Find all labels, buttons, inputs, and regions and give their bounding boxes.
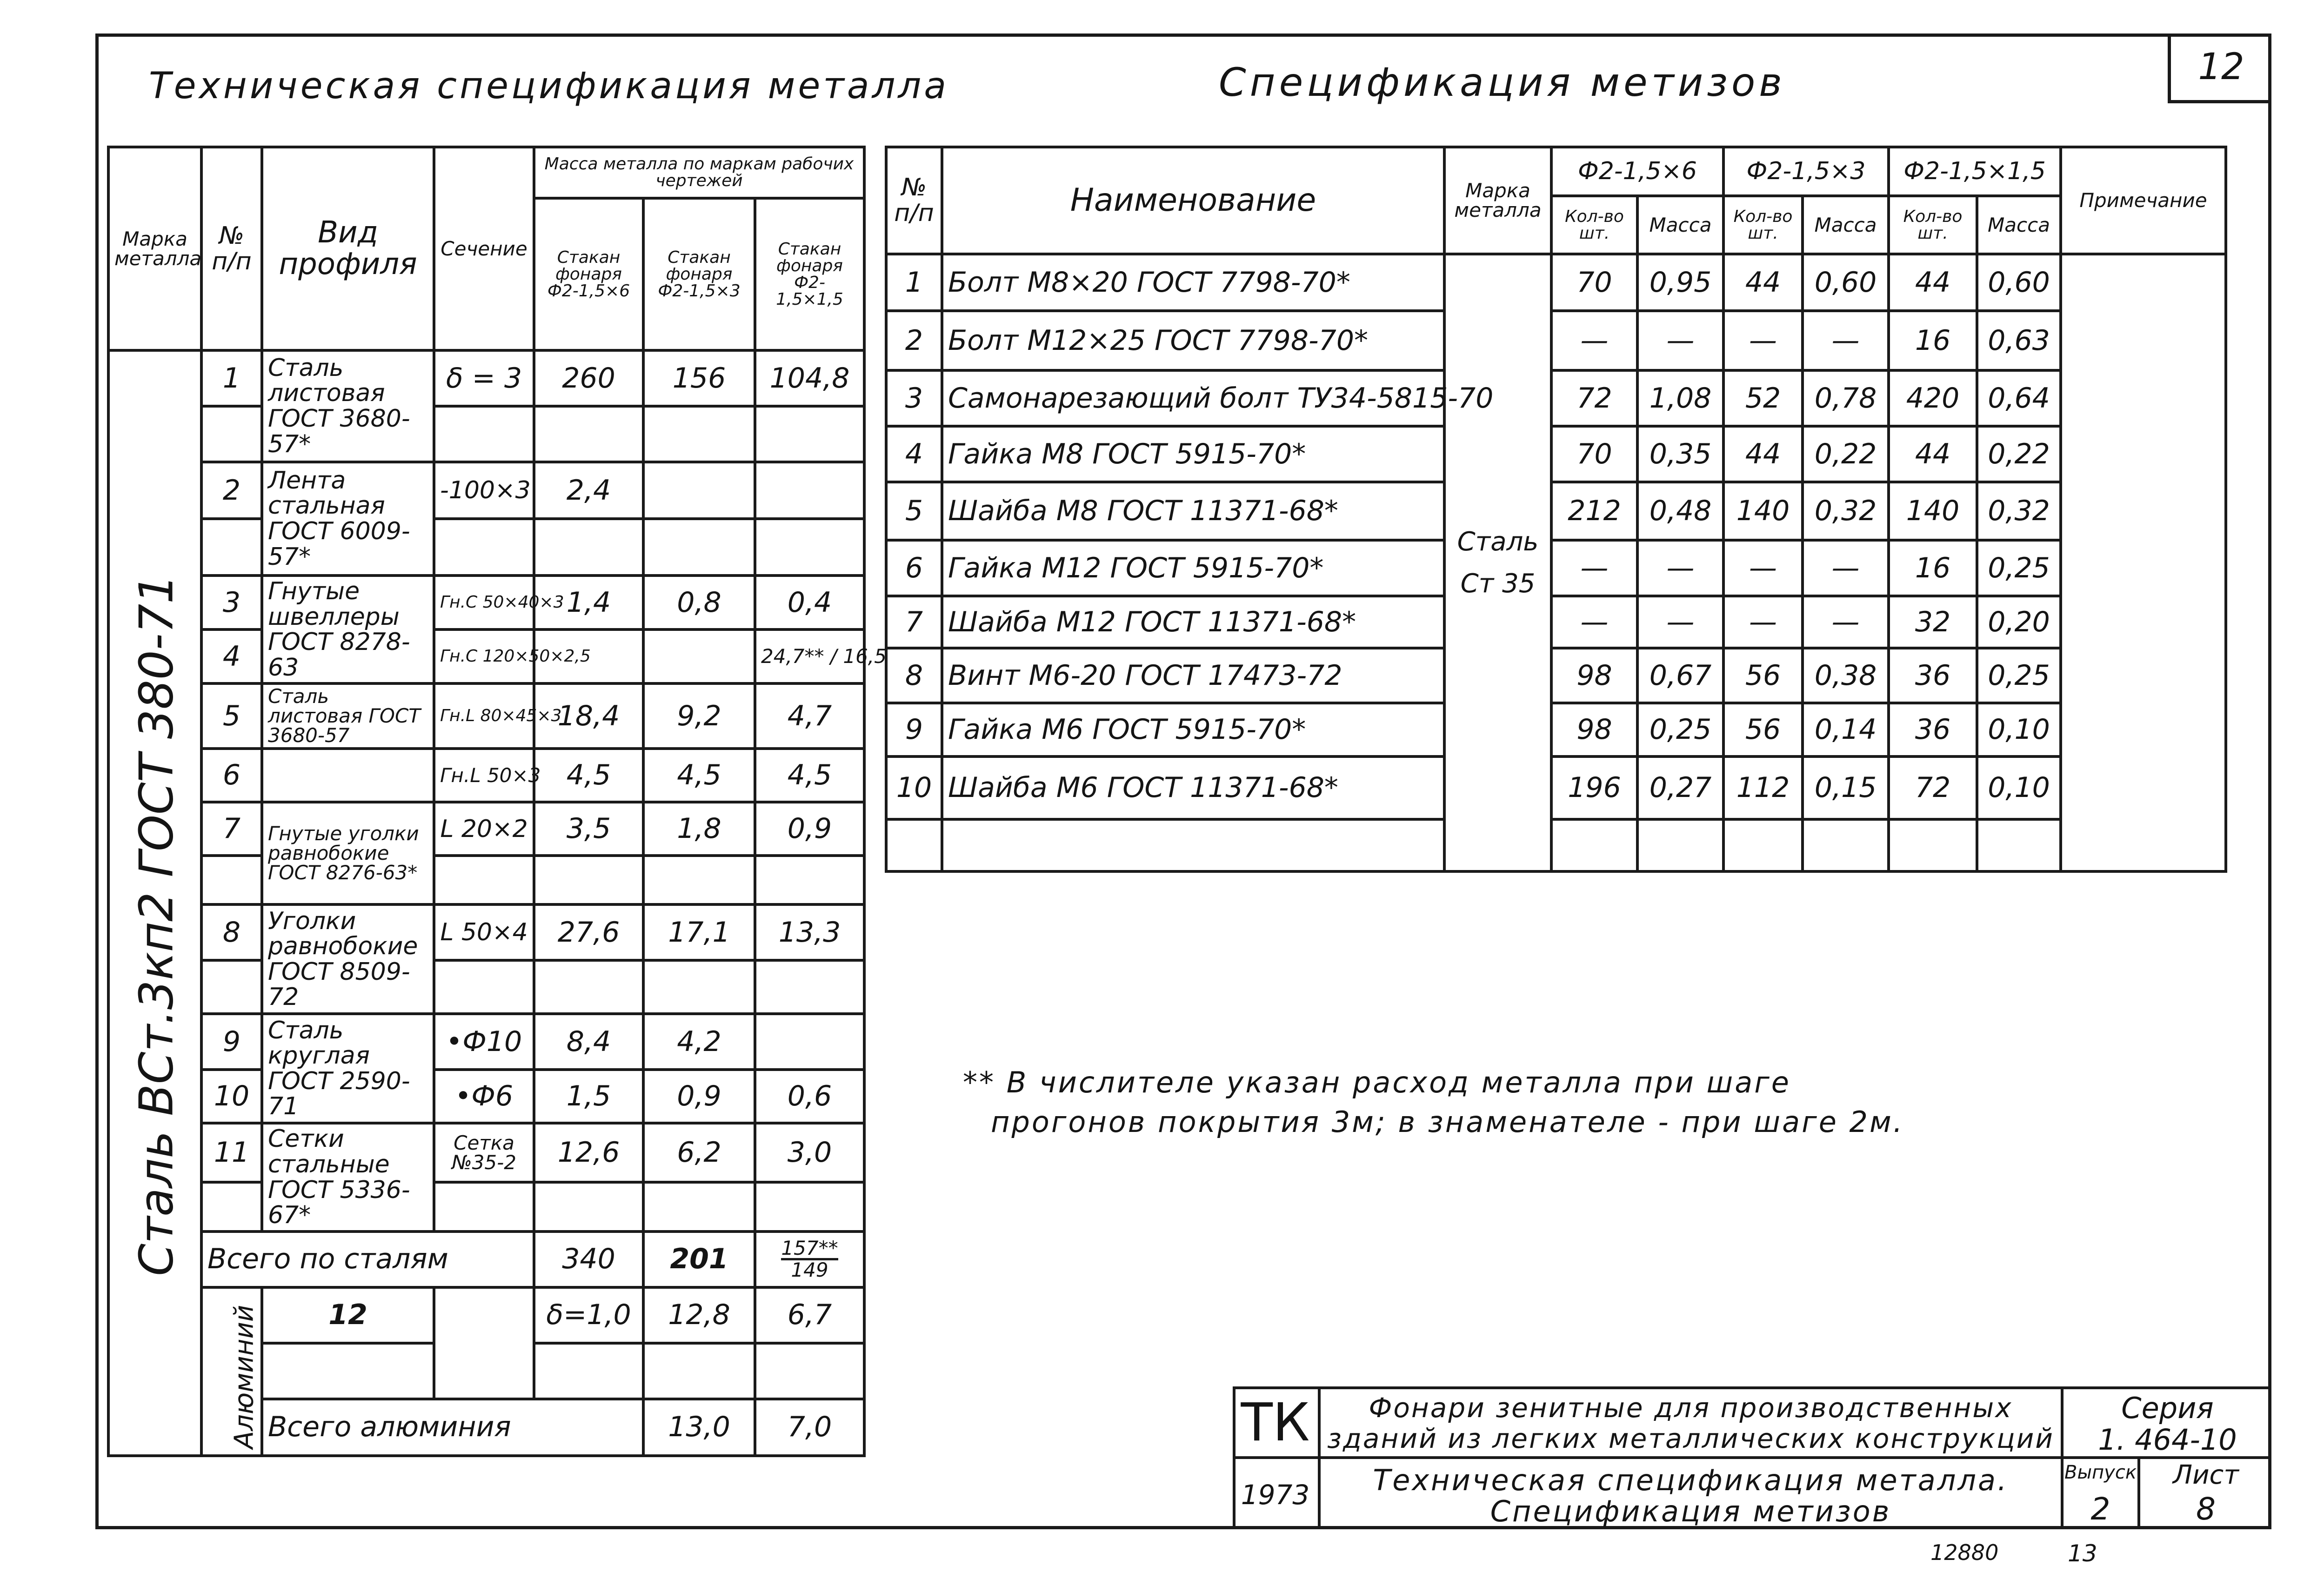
row-num: 9 bbox=[886, 703, 942, 756]
row-q2: — bbox=[1723, 540, 1803, 596]
header-qty: Кол-во шт. bbox=[1551, 196, 1637, 254]
alu-total-label: Всего алюминия bbox=[262, 1399, 643, 1456]
row-m1: 1,08 bbox=[1637, 370, 1723, 426]
row-section: δ = 3 bbox=[434, 350, 534, 406]
row-c1: 260 bbox=[534, 350, 643, 406]
row-c3: 4,7 bbox=[755, 683, 864, 749]
header-section: Сечение bbox=[434, 147, 534, 350]
row-num: 12 bbox=[262, 1287, 434, 1343]
row-c2: 4,5 bbox=[643, 749, 755, 802]
row-c2: 17,1 bbox=[643, 904, 755, 960]
alu-mark-cell bbox=[201, 1287, 262, 1456]
row-c2: 6,2 bbox=[643, 1123, 755, 1182]
row-q1: — bbox=[1551, 596, 1637, 648]
header-num: № п/п bbox=[201, 147, 262, 350]
tk-label: ТК bbox=[1241, 1392, 1310, 1453]
row-c2: 0,9 bbox=[643, 1070, 755, 1123]
row-num: 7 bbox=[886, 596, 942, 648]
profile-8: Сетки стальные ГОСТ 5336-67* bbox=[262, 1123, 434, 1231]
row-q3: 140 bbox=[1889, 482, 1977, 540]
header-note: Примечание bbox=[2061, 147, 2226, 254]
row-num: 8 bbox=[886, 648, 942, 703]
row-name: Болт М8×20 ГОСТ 7798-70* bbox=[942, 254, 1444, 311]
sheet-number-box bbox=[2168, 33, 2271, 103]
bottom-code-1: 12880 bbox=[1930, 1540, 1999, 1565]
row-m3: 0,64 bbox=[1977, 370, 2061, 426]
row-section: L 20×2 bbox=[434, 802, 534, 856]
row-q3: 44 bbox=[1889, 426, 1977, 482]
row-num: 3 bbox=[886, 370, 942, 426]
row-c2: 156 bbox=[643, 350, 755, 406]
row-c1: 12,6 bbox=[534, 1123, 643, 1182]
header-fastener-spec: Спецификация метизов bbox=[1219, 60, 1786, 105]
row-section: Гн.С 50×40×3 bbox=[434, 576, 534, 629]
row-section: L 50×4 bbox=[434, 904, 534, 960]
series-value: 1. 464-10 bbox=[2098, 1423, 2237, 1457]
row-m2: 0,38 bbox=[1803, 648, 1889, 703]
steel-total-c3 bbox=[755, 1232, 864, 1287]
header-mass: Масса металла по маркам рабочих чертежей bbox=[534, 147, 864, 198]
header-c3: Стакан фонаря Ф2-1,5×1,5 bbox=[755, 198, 864, 350]
steel-total-c1: 340 bbox=[534, 1232, 643, 1287]
header-vid: Вид профиля bbox=[262, 147, 434, 350]
row-c1: 1,5 bbox=[534, 1070, 643, 1123]
row-c3: 0,9 bbox=[755, 802, 864, 856]
row-c3: 13,3 bbox=[755, 904, 864, 960]
steel-total-c2: 201 bbox=[643, 1232, 755, 1287]
row-q1: — bbox=[1551, 540, 1637, 596]
row-q3: 72 bbox=[1889, 756, 1977, 819]
row-m1: 0,27 bbox=[1637, 756, 1723, 819]
row-q1: — bbox=[1551, 311, 1637, 370]
title-line-1: Фонари зенитные для производственных bbox=[1369, 1392, 2013, 1424]
row-c2: 1,8 bbox=[643, 802, 755, 856]
row-c1: 12,8 bbox=[643, 1287, 755, 1343]
row-m1: 0,25 bbox=[1637, 703, 1723, 756]
row-section: Гн.L 80×45×3 bbox=[434, 683, 534, 749]
row-c1: 3,5 bbox=[534, 802, 643, 856]
row-num: 7 bbox=[201, 802, 262, 856]
row-m1: — bbox=[1637, 596, 1723, 648]
row-m3: 0,25 bbox=[1977, 540, 2061, 596]
row-m2: — bbox=[1803, 540, 1889, 596]
row-name: Шайба М12 ГОСТ 11371-68* bbox=[942, 596, 1444, 648]
row-q3: 16 bbox=[1889, 311, 1977, 370]
row-c1: 4,5 bbox=[534, 749, 643, 802]
profile-3: Гнутые швеллеры ГОСТ 8278-63 bbox=[262, 576, 434, 683]
row-num: 4 bbox=[886, 426, 942, 482]
row-m2: 0,22 bbox=[1803, 426, 1889, 482]
header-g1: Ф2-1,5×6 bbox=[1551, 147, 1723, 196]
row-num: 6 bbox=[201, 749, 262, 802]
row-m1: 0,48 bbox=[1637, 482, 1723, 540]
profile-7: Сталь круглая ГОСТ 2590-71 bbox=[262, 1014, 434, 1123]
footnote-line-2: прогонов покрытия 3м; в знаменателе - при шаге 2м. bbox=[991, 1105, 1904, 1139]
row-name: Гайка М8 ГОСТ 5915-70* bbox=[942, 426, 1444, 482]
row-q1: 70 bbox=[1551, 426, 1637, 482]
row-m3: 0,60 bbox=[1977, 254, 2061, 311]
profile-5: Гнутые уголки равнобокие ГОСТ 8276-63* bbox=[262, 802, 434, 904]
row-m2: — bbox=[1803, 311, 1889, 370]
header-num: № п/п bbox=[886, 147, 942, 254]
row-c2: 9,2 bbox=[643, 683, 755, 749]
profile-6: Уголки равнобокие ГОСТ 8509-72 bbox=[262, 904, 434, 1014]
row-m1: 0,95 bbox=[1637, 254, 1723, 311]
row-num: 9 bbox=[201, 1014, 262, 1070]
row-c2 bbox=[643, 629, 755, 683]
row-q2: 112 bbox=[1723, 756, 1803, 819]
header-mass: Масса bbox=[1637, 196, 1723, 254]
row-q1: 98 bbox=[1551, 648, 1637, 703]
steel-mark: Сталь ВСт.3кп2 ГОСТ 380-71 bbox=[129, 574, 184, 1276]
row-num: 3 bbox=[201, 576, 262, 629]
header-qty: Кол-во шт. bbox=[1723, 196, 1803, 254]
row-c3: 4,5 bbox=[755, 749, 864, 802]
row-q2: 140 bbox=[1723, 482, 1803, 540]
row-name: Шайба М6 ГОСТ 11371-68* bbox=[942, 756, 1444, 819]
row-section: δ=1,0 bbox=[534, 1287, 643, 1343]
row-section: Гн.L 50×3 bbox=[434, 749, 534, 802]
profile-4: Сталь листовая ГОСТ 3680-57 bbox=[262, 683, 434, 749]
sheet-label: Лист bbox=[2173, 1460, 2239, 1490]
row-m3: 0,10 bbox=[1977, 703, 2061, 756]
row-q1: 196 bbox=[1551, 756, 1637, 819]
row-m3: 0,32 bbox=[1977, 482, 2061, 540]
row-c1: 27,6 bbox=[534, 904, 643, 960]
row-c3 bbox=[755, 462, 864, 519]
row-c3: 24,7** / 16,5 bbox=[755, 629, 864, 683]
row-q1: 70 bbox=[1551, 254, 1637, 311]
fastener-spec-table bbox=[885, 146, 2227, 873]
row-name: Болт М12×25 ГОСТ 7798-70* bbox=[942, 311, 1444, 370]
alu-total-c1: 13,0 bbox=[643, 1399, 755, 1456]
row-q1: 72 bbox=[1551, 370, 1637, 426]
row-num: 6 bbox=[886, 540, 942, 596]
row-m3: 0,22 bbox=[1977, 426, 2061, 482]
row-m1: 0,35 bbox=[1637, 426, 1723, 482]
row-m1: — bbox=[1637, 311, 1723, 370]
row-m3: 0,25 bbox=[1977, 648, 2061, 703]
header-marka: Марка металла bbox=[108, 147, 201, 350]
issue-label: Выпуск bbox=[2064, 1462, 2137, 1483]
row-num: 10 bbox=[886, 756, 942, 819]
sheet-value: 8 bbox=[2196, 1491, 2216, 1527]
subtitle-line-2: Спецификация метизов bbox=[1490, 1494, 1891, 1528]
steel-total-c3-den: 149 bbox=[791, 1258, 828, 1282]
header-c2: Стакан фонаря Ф2-1,5×3 bbox=[643, 198, 755, 350]
steel-grade: Сталь Ст 35 bbox=[1457, 526, 1539, 599]
row-q3: 32 bbox=[1889, 596, 1977, 648]
row-num: 11 bbox=[201, 1123, 262, 1182]
row-m3: 0,10 bbox=[1977, 756, 2061, 819]
steel-total-label: Всего по сталям bbox=[201, 1232, 534, 1287]
sheet-number: 12 bbox=[2198, 46, 2244, 88]
row-c1: 2,4 bbox=[534, 462, 643, 519]
row-section: Сетка №35-2 bbox=[434, 1123, 534, 1182]
alu-mark: Алюминий bbox=[229, 1305, 260, 1449]
row-c3: 3,0 bbox=[755, 1123, 864, 1182]
row-q2: 44 bbox=[1723, 426, 1803, 482]
row-q2: — bbox=[1723, 311, 1803, 370]
row-section: -100×3 bbox=[434, 462, 534, 519]
row-m2: 0,32 bbox=[1803, 482, 1889, 540]
row-m1: 0,67 bbox=[1637, 648, 1723, 703]
series-label: Серия bbox=[2121, 1391, 2214, 1425]
year: 1973 bbox=[1241, 1479, 1310, 1511]
row-q1: 98 bbox=[1551, 703, 1637, 756]
row-m2: 0,15 bbox=[1803, 756, 1889, 819]
row-name: Винт М6-20 ГОСТ 17473-72 bbox=[942, 648, 1444, 703]
row-num: 10 bbox=[201, 1070, 262, 1123]
row-m3: 0,20 bbox=[1977, 596, 2061, 648]
profile-2: Лента стальная ГОСТ 6009-57* bbox=[262, 462, 434, 576]
header-marka: Марка металла bbox=[1444, 147, 1551, 254]
row-c2 bbox=[643, 462, 755, 519]
row-m2: — bbox=[1803, 596, 1889, 648]
row-q2: 52 bbox=[1723, 370, 1803, 426]
row-c2: 4,2 bbox=[643, 1014, 755, 1070]
row-q3: 36 bbox=[1889, 703, 1977, 756]
steel-mark-cell bbox=[108, 350, 201, 1456]
header-mass: Масса bbox=[1803, 196, 1889, 254]
steel-grade-cell bbox=[1444, 254, 1551, 871]
row-c2: 6,7 bbox=[755, 1287, 864, 1343]
row-num: 4 bbox=[201, 629, 262, 683]
metal-spec-table bbox=[107, 146, 887, 1457]
row-c3: 0,4 bbox=[755, 576, 864, 629]
issue-value: 2 bbox=[2090, 1491, 2110, 1527]
row-m2: 0,14 bbox=[1803, 703, 1889, 756]
bottom-code-2: 13 bbox=[2068, 1540, 2097, 1567]
row-m2: 0,60 bbox=[1803, 254, 1889, 311]
row-c2: 0,8 bbox=[643, 576, 755, 629]
row-num: 2 bbox=[201, 462, 262, 519]
header-c1: Стакан фонаря Ф2-1,5×6 bbox=[534, 198, 643, 350]
row-num: 5 bbox=[201, 683, 262, 749]
row-q3: 44 bbox=[1889, 254, 1977, 311]
row-section: •Ф10 bbox=[434, 1014, 534, 1070]
row-q2: 56 bbox=[1723, 703, 1803, 756]
row-name: Самонарезающий болт ТУ34-5815-70 bbox=[942, 370, 1444, 426]
row-m2: 0,78 bbox=[1803, 370, 1889, 426]
row-num: 1 bbox=[201, 350, 262, 406]
row-c1: 8,4 bbox=[534, 1014, 643, 1070]
header-g2: Ф2-1,5×3 bbox=[1723, 147, 1889, 196]
profile-1: Сталь листовая ГОСТ 3680-57* bbox=[262, 350, 434, 462]
row-num: 2 bbox=[886, 311, 942, 370]
row-section: Гн.С 120×50×2,5 bbox=[434, 629, 534, 683]
header-g3: Ф2-1,5×1,5 bbox=[1889, 147, 2061, 196]
row-name: Шайба М8 ГОСТ 11371-68* bbox=[942, 482, 1444, 540]
row-q3: 420 bbox=[1889, 370, 1977, 426]
row-c3: 0,6 bbox=[755, 1070, 864, 1123]
title-line-2: зданий из легких металлических конструкций bbox=[1327, 1423, 2054, 1454]
row-num: 1 bbox=[886, 254, 942, 311]
row-c3 bbox=[755, 1014, 864, 1070]
row-q3: 36 bbox=[1889, 648, 1977, 703]
row-c3: 104,8 bbox=[755, 350, 864, 406]
header-metal-spec: Техническая спецификация металла bbox=[149, 65, 949, 107]
row-q1: 212 bbox=[1551, 482, 1637, 540]
alu-total-c2: 7,0 bbox=[755, 1399, 864, 1456]
row-c1: 18,4 bbox=[534, 683, 643, 749]
row-section: •Ф6 bbox=[434, 1070, 534, 1123]
row-name: Гайка М6 ГОСТ 5915-70* bbox=[942, 703, 1444, 756]
row-q2: 56 bbox=[1723, 648, 1803, 703]
header-qty: Кол-во шт. bbox=[1889, 196, 1977, 254]
footnote-line-1: ** В числителе указан расход металла при шаге bbox=[963, 1065, 1791, 1099]
subtitle-line-1: Техническая спецификация металла. bbox=[1373, 1463, 2009, 1497]
row-q2: — bbox=[1723, 596, 1803, 648]
row-name: Гайка М12 ГОСТ 5915-70* bbox=[942, 540, 1444, 596]
header-mass: Масса bbox=[1977, 196, 2061, 254]
row-c1: 1,4 bbox=[534, 576, 643, 629]
steel-total-c3-num: 157** bbox=[781, 1237, 838, 1260]
row-q2: 44 bbox=[1723, 254, 1803, 311]
header-name: Наименование bbox=[942, 147, 1444, 254]
row-num: 8 bbox=[201, 904, 262, 960]
row-m1: — bbox=[1637, 540, 1723, 596]
row-m3: 0,63 bbox=[1977, 311, 2061, 370]
row-num: 5 bbox=[886, 482, 942, 540]
row-q3: 16 bbox=[1889, 540, 1977, 596]
